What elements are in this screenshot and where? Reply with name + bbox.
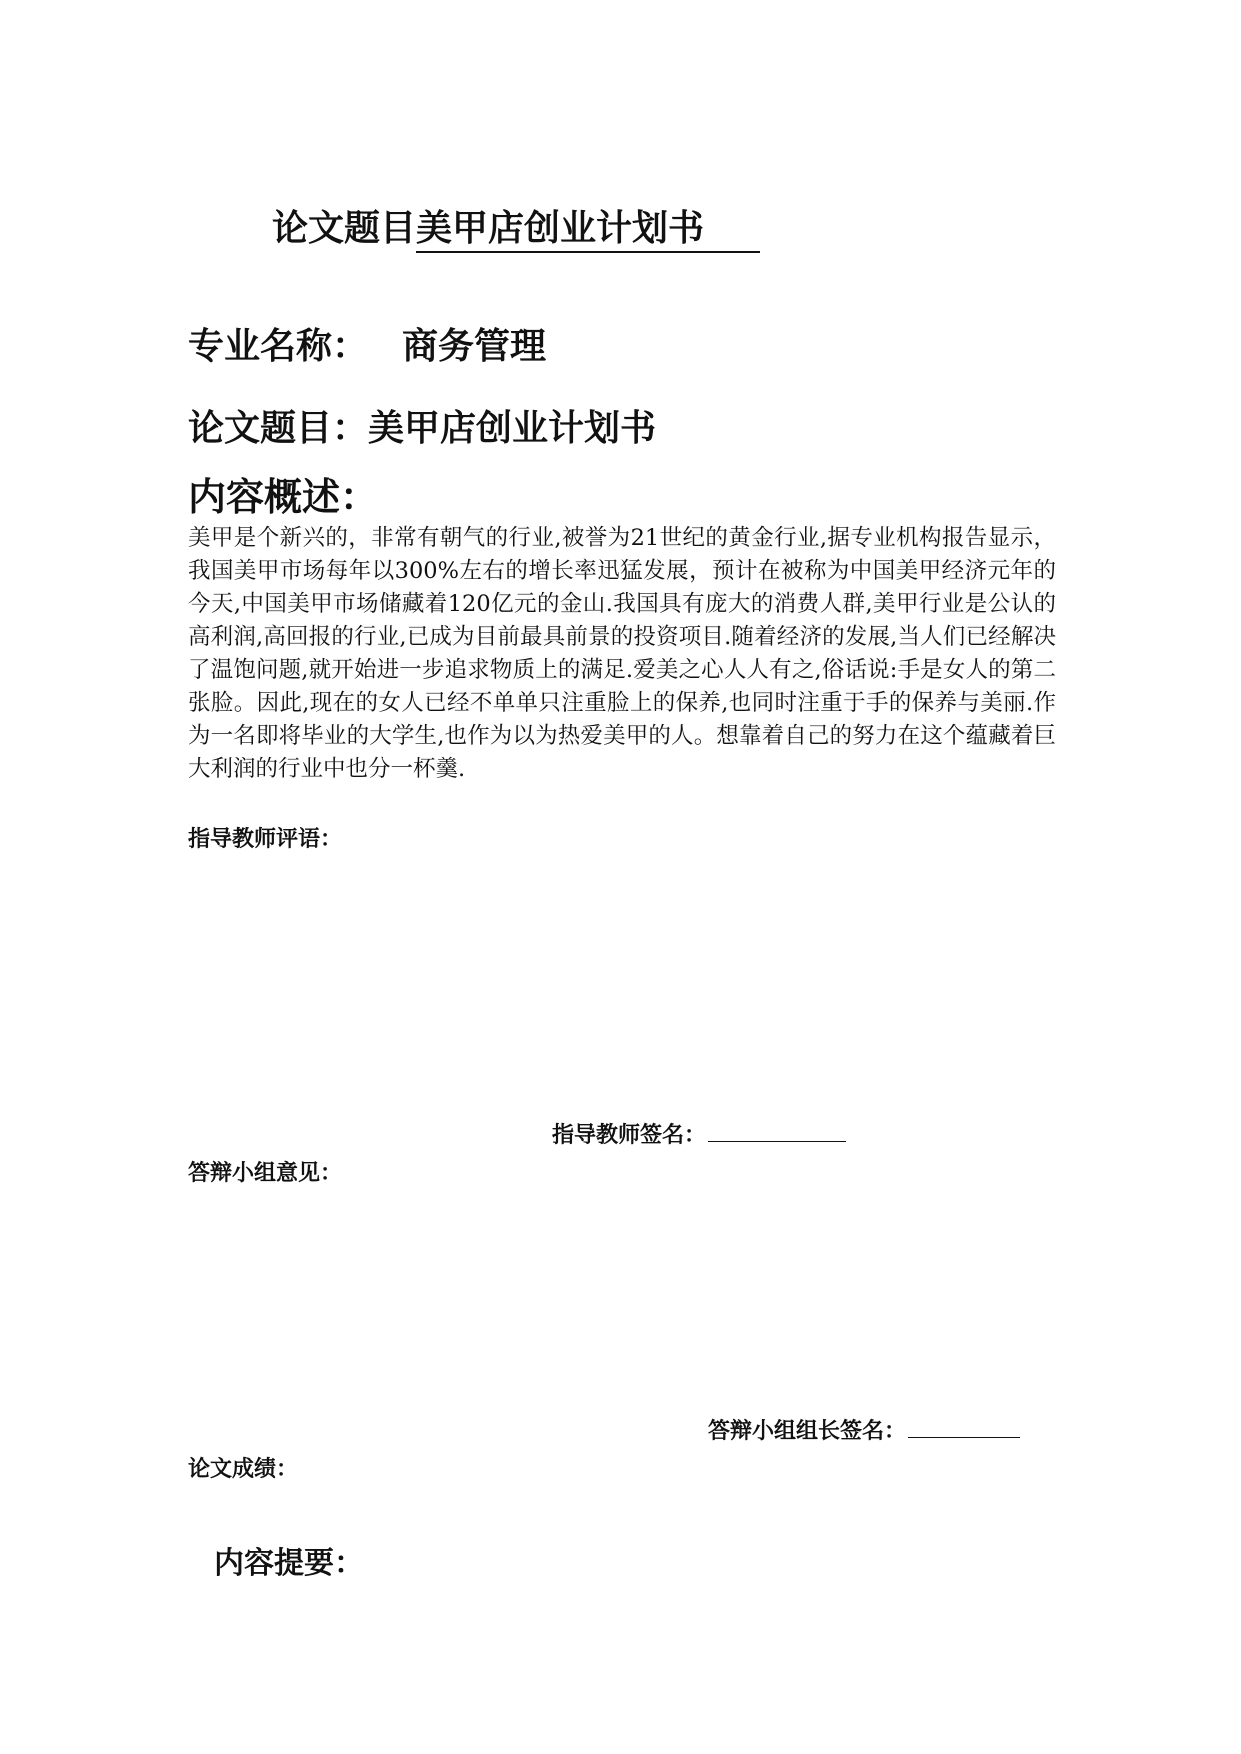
topic-label: 论文题目： (188, 408, 369, 449)
topic-value: 美甲店创业计划书 (368, 408, 657, 449)
major-value: 商务管理 (402, 326, 547, 367)
advisor-signature (552, 1118, 846, 1149)
panel-signature (708, 1414, 1020, 1445)
advisor-sign-blank (708, 1121, 846, 1142)
cover-title-value: 美甲店创业计划书 (416, 208, 760, 253)
grade-label: 论文成绩： (188, 1457, 299, 1482)
cover-title-label: 论文题目 (272, 208, 417, 249)
major-field (188, 318, 546, 369)
major-label: 专业名称： (188, 326, 369, 367)
topic-field (188, 400, 656, 451)
cover-title (272, 200, 760, 251)
panel-opinion-label: 答辩小组意见： (188, 1161, 343, 1186)
abstract-paragraph: 美甲是个新兴的，非常有朝气的行业,被誉为21世纪的黄金行业,据专业机构报告显示，我国美甲市场每年以300%左右的增长率迅猛发展，预计在被称为中国美甲经济元年的今天,中国美甲市场储藏着120亿元的金山.我国具有庞大的消费人群,美甲行业是公认的高利润,高回报的行业,已成为目前最具前景的投资项目.随着经济的发展,当人们已经解决了温饱问题,就开始进一步追求物质上的满足.爱美之心人人有之,俗话说:手是女人的第二张脸。因此,现在的女人已经不单单只注重脸上的保养,也同时注重于手的保养与美丽.作为一名即将毕业的大学生,也作为以为热爱美甲的人。想靠着自己的努力在这个蕴藏着巨大利润的行业中也分一杯羹. (188, 525, 1056, 782)
summary-heading: 内容概述： (188, 475, 379, 519)
advisor-comment-label: 指导教师评语： (188, 827, 343, 852)
panel-sign-blank (908, 1417, 1020, 1438)
abstract-heading: 内容提要： (214, 1546, 364, 1581)
advisor-sign-label: 指导教师签名： (552, 1123, 707, 1148)
panel-sign-label: 答辩小组组长签名： (708, 1419, 907, 1444)
